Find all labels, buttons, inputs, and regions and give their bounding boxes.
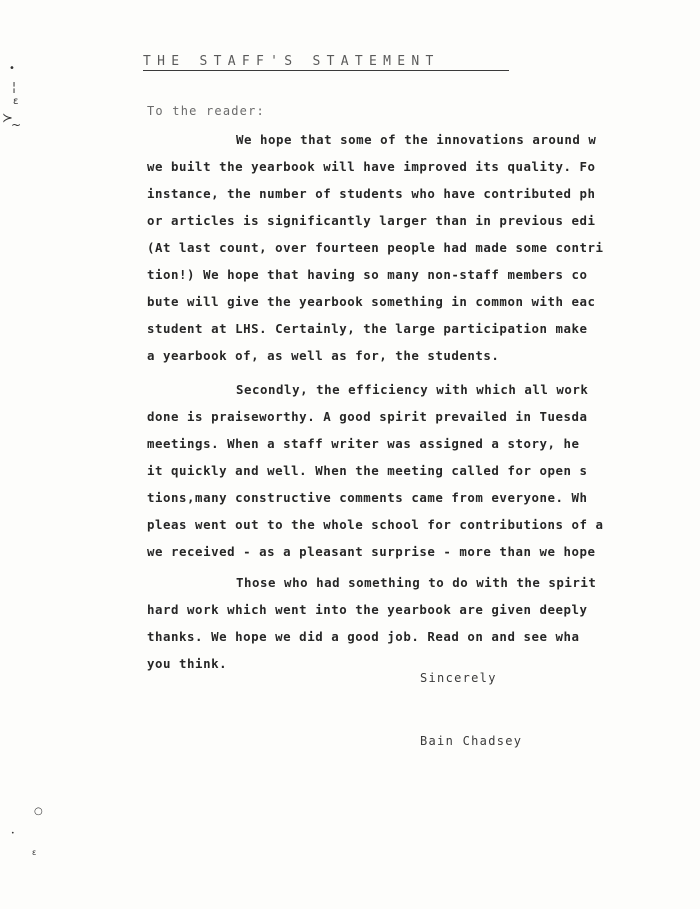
scan-speck: ~ <box>11 118 22 132</box>
paragraph-2-line-6: pleas went out to the whole school for contributions of a <box>147 518 604 532</box>
scan-speck: • <box>11 830 15 837</box>
title-underline <box>143 70 509 71</box>
paragraph-1-line-8: student at LHS. Certainly, the large participation make <box>147 322 588 336</box>
scan-speck: ○ <box>34 806 43 817</box>
paragraph-1-line-7: bute will give the yearbook something in common with eac <box>147 295 596 309</box>
paragraph-2-line-1: Secondly, the efficiency with which all work <box>236 383 589 397</box>
paragraph-3-line-4: you think. <box>147 657 228 671</box>
closing: Sincerely <box>420 671 497 685</box>
paragraph-2-line-4: it quickly and well. When the meeting called for open s <box>147 464 588 478</box>
paragraph-2-line-2: done is praiseworthy. A good spirit prevailed in Tuesda <box>147 410 588 424</box>
paragraph-2-line-5: tions,many constructive comments came from everyone. Wh <box>147 491 588 505</box>
paragraph-1-line-3: instance, the number of students who have contributed ph <box>147 187 596 201</box>
paragraph-3-line-2: hard work which went into the yearbook are given deeply <box>147 603 588 617</box>
paragraph-1-line-5: (At last count, over fourteen people had made some contri <box>147 241 604 255</box>
scan-speck: • <box>9 63 15 74</box>
paragraph-3-line-1: Those who had something to do with the spirit <box>236 576 597 590</box>
paragraph-1-line-6: tion!) We hope that having so many non-staff members co <box>147 268 588 282</box>
paragraph-2-line-7: we received - as a pleasant surprise - more than we hope <box>147 545 596 559</box>
paragraph-1-line-4: or articles is significantly larger than in previous edi <box>147 214 596 228</box>
salutation: To the reader: <box>147 104 265 118</box>
paragraph-2-line-3: meetings. When a staff writer was assigned a story, he <box>147 437 580 451</box>
paragraph-3-line-3: thanks. We hope we did a good job. Read on and see wha <box>147 630 580 644</box>
scan-speck: ɛ <box>32 848 37 857</box>
scan-speck: ε <box>13 96 19 107</box>
scan-speck: ≻ <box>2 111 13 126</box>
paragraph-1-line-9: a yearbook of, as well as for, the students. <box>147 349 500 363</box>
paragraph-1-line-2: we built the yearbook will have improved its quality. Fo <box>147 160 596 174</box>
paragraph-1-line-1: We hope that some of the innovations around w <box>236 133 597 147</box>
scan-speck: ¦ <box>12 80 17 94</box>
signature: Bain Chadsey <box>420 734 523 748</box>
document-title: THE STAFF'S STATEMENT <box>143 54 440 69</box>
